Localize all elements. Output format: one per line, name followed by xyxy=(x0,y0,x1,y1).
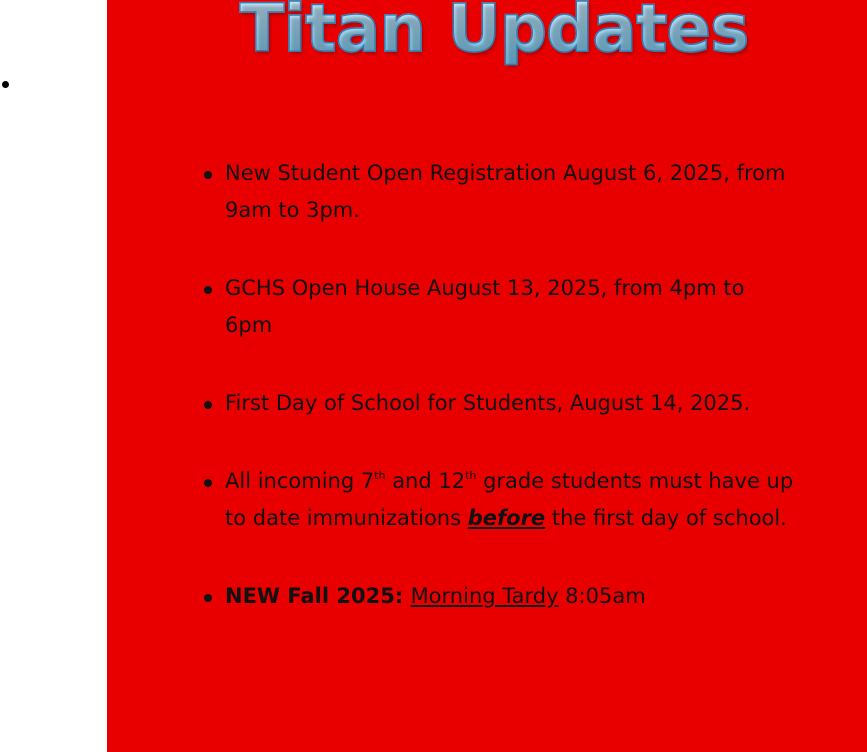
update-text-part4: the first day of school. xyxy=(545,506,787,530)
update-text-part3: grade students must have up to date immunizations xyxy=(225,469,794,530)
update-text: GCHS Open House August 13, 2025, from 4pm to 6pm xyxy=(225,276,745,337)
page-title: Titan Updates xyxy=(107,0,867,73)
list-item-immunizations xyxy=(197,463,797,537)
update-text: First Day of School for Students, August 14, 2025. xyxy=(225,391,751,415)
list-item-registration xyxy=(197,155,797,229)
list-item-open-house xyxy=(197,270,797,344)
morning-tardy-label: Morning Tardy xyxy=(410,584,559,608)
update-text-part2: and 12 xyxy=(385,469,466,493)
update-text-part1: All incoming 7 xyxy=(225,469,375,493)
new-fall-label: NEW Fall 2025 xyxy=(225,584,395,608)
tardy-time: 8:05am xyxy=(558,584,646,608)
list-item-first-day xyxy=(197,385,797,422)
ordinal-suffix: th xyxy=(374,469,386,482)
updates-panel xyxy=(107,0,867,752)
outer-list-bullet xyxy=(2,81,9,88)
list-item-tardy xyxy=(197,578,797,615)
ordinal-suffix: th xyxy=(465,469,477,482)
emphasis-before: before xyxy=(467,506,546,530)
updates-list xyxy=(197,155,797,656)
update-text: New Student Open Registration August 6, 2025, from 9am to 3pm. xyxy=(225,161,786,222)
label-separator: : xyxy=(394,584,411,608)
